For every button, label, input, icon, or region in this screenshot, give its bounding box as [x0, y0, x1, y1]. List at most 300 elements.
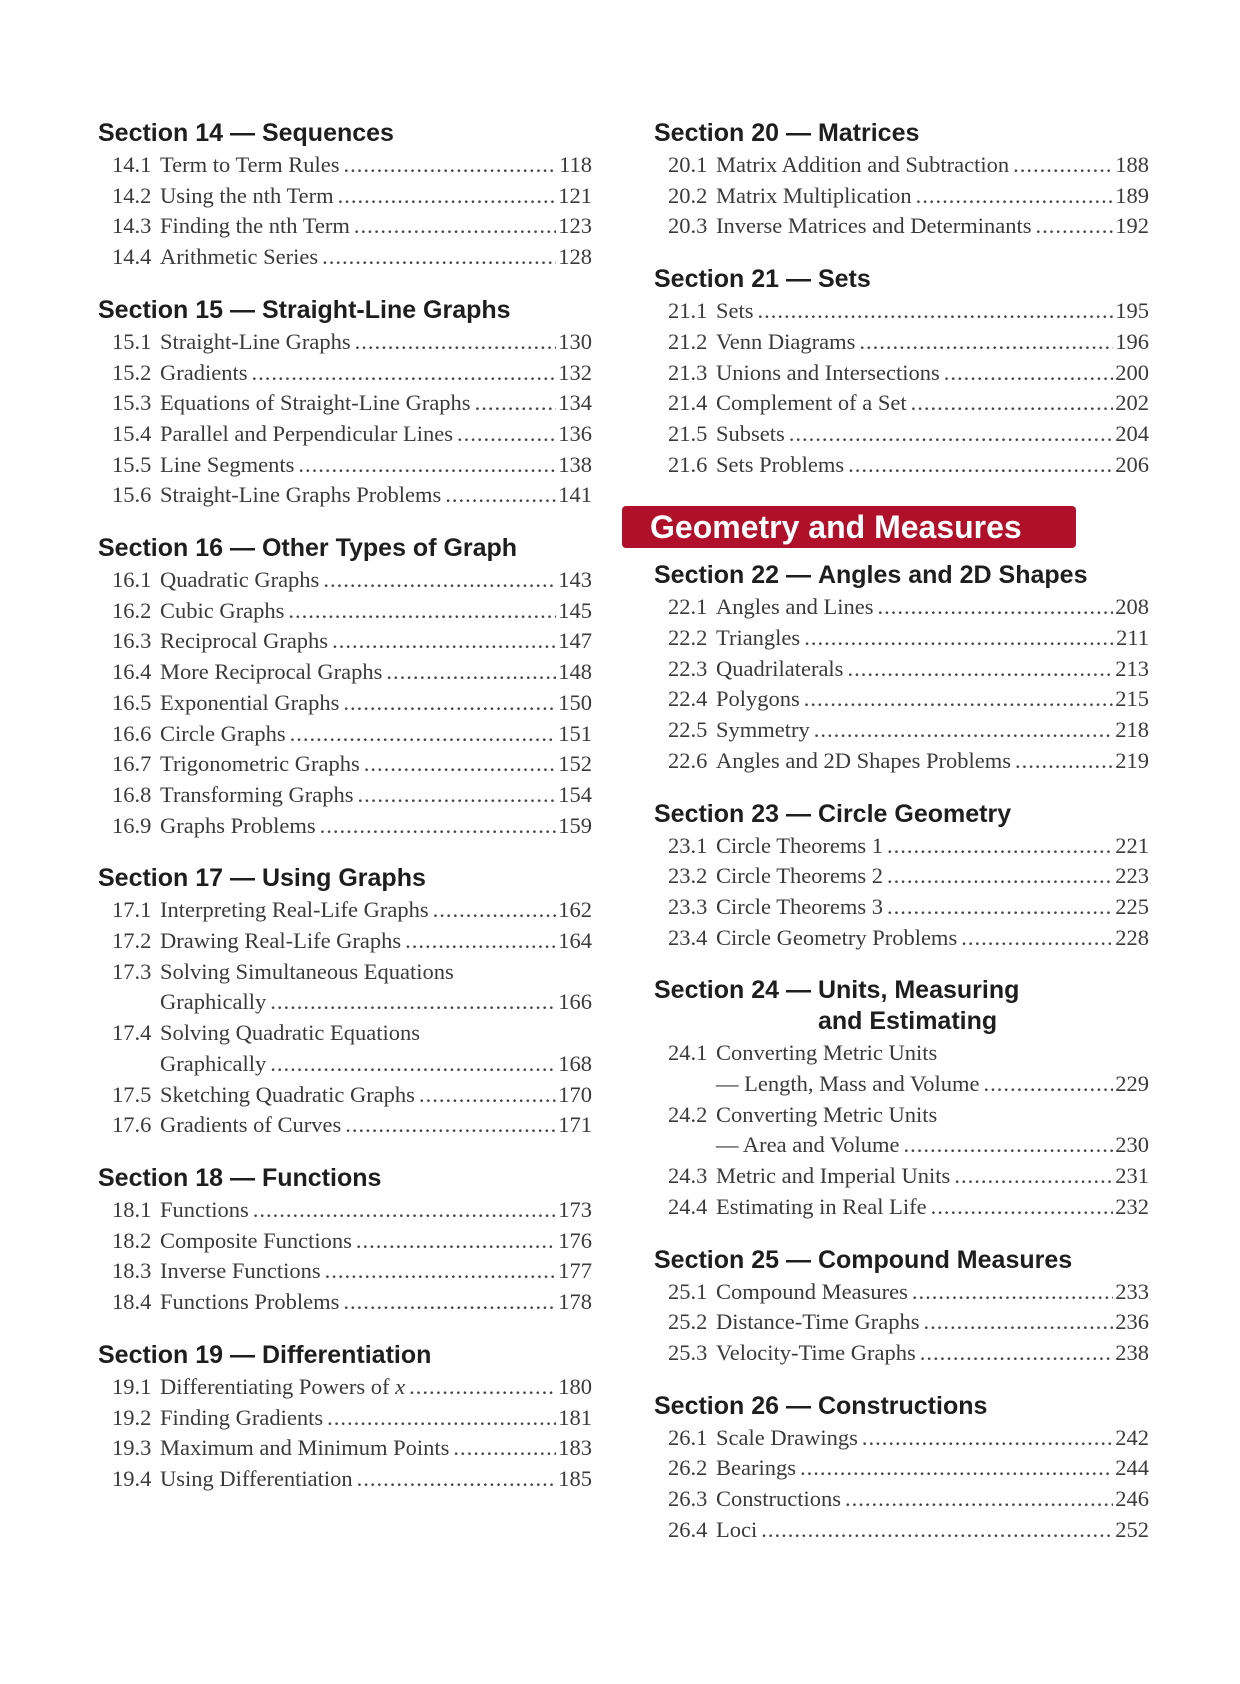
toc-entry[interactable]	[98, 388, 592, 419]
page-number: 159	[558, 812, 592, 838]
toc-entry[interactable]	[98, 895, 592, 926]
toc-entry[interactable]	[98, 565, 592, 596]
entry-title-line: Gradients of Curves	[160, 1112, 342, 1138]
entry-body	[160, 150, 592, 181]
entry-body	[160, 596, 592, 627]
page-number: 200	[1115, 359, 1149, 385]
toc-entry[interactable]	[98, 419, 592, 450]
entry-title-line: Exponential Graphs	[160, 689, 340, 715]
entry-leader-line	[716, 327, 1149, 358]
entry-leader-line	[160, 657, 592, 688]
toc-entry[interactable]	[98, 688, 592, 719]
entry-number: 21.2	[668, 328, 708, 354]
page-number: 147	[558, 628, 592, 654]
entry-body	[716, 1484, 1149, 1515]
toc-entry[interactable]	[98, 1110, 592, 1141]
entry-leader-line	[160, 242, 592, 273]
toc-right-bottom	[654, 560, 1149, 1545]
section-title	[818, 1391, 987, 1422]
toc-entry[interactable]	[654, 1192, 1149, 1223]
toc-entry[interactable]	[654, 419, 1149, 450]
toc-entry[interactable]	[98, 211, 592, 242]
entry-body	[716, 923, 1149, 954]
entry-number: 15.2	[112, 359, 152, 385]
page-number: 213	[1115, 655, 1149, 681]
section-heading	[654, 975, 1149, 1037]
entry-body	[160, 358, 592, 389]
toc-entry[interactable]	[98, 1080, 592, 1111]
entry-body	[716, 623, 1149, 654]
toc-entry[interactable]	[98, 719, 592, 750]
entry-title-line: Straight-Line Graphs Problems	[160, 482, 442, 508]
entry-number: 19.2	[112, 1404, 152, 1430]
section-heading	[654, 118, 1149, 149]
toc-entry[interactable]	[654, 1423, 1149, 1454]
toc-section	[98, 1340, 592, 1495]
entry-title-line: Matrix Addition and Subtraction	[716, 152, 1010, 177]
toc-entry[interactable]	[654, 623, 1149, 654]
entry-title-line: Inverse Matrices and Determinants	[716, 213, 1032, 239]
entry-body	[716, 684, 1149, 715]
entry-number: 25.3	[668, 1339, 708, 1365]
toc-entry[interactable]	[654, 654, 1149, 685]
page-number: 168	[558, 1050, 592, 1076]
toc-entry[interactable]	[654, 1307, 1149, 1338]
banner-title: Geometry and Measures	[650, 509, 1022, 546]
entry-leader-line	[716, 1453, 1149, 1484]
page-number: 177	[558, 1258, 592, 1284]
toc-section	[98, 1163, 592, 1318]
entry-number: 21.3	[668, 359, 708, 385]
entry-title-line: Distance-Time Graphs	[716, 1309, 920, 1335]
page-number: 238	[1115, 1339, 1149, 1365]
entry-number: 22.4	[668, 686, 708, 712]
toc-entry[interactable]	[98, 1433, 592, 1464]
entry-title-line: Constructions	[716, 1486, 842, 1512]
entry-title-line: Bearings	[716, 1455, 796, 1481]
entry-leader-line	[716, 450, 1149, 481]
entry-leader-line	[716, 715, 1149, 746]
toc-entry[interactable]	[98, 596, 592, 627]
entry-number: 22.3	[668, 655, 708, 681]
entry-leader-line	[716, 1277, 1149, 1308]
entry-number: 19.3	[112, 1435, 152, 1461]
toc-entry[interactable]	[98, 1372, 592, 1403]
entry-number: 26.2	[668, 1455, 708, 1481]
toc-entry[interactable]	[654, 715, 1149, 746]
toc-entry[interactable]	[654, 892, 1149, 923]
entry-number: 17.1	[112, 897, 152, 923]
entry-body	[160, 895, 592, 926]
entry-body	[160, 181, 592, 212]
entry-leader-line	[716, 1130, 1149, 1161]
toc-entry[interactable]	[654, 1453, 1149, 1484]
entry-leader-line	[716, 181, 1149, 212]
section-title	[818, 264, 871, 295]
dot-leader	[847, 654, 1113, 685]
page-number: 173	[558, 1196, 592, 1222]
entry-leader-line	[716, 654, 1149, 685]
page-number: 151	[558, 720, 592, 746]
entry-leader-line	[716, 1484, 1149, 1515]
toc-section	[654, 799, 1149, 954]
toc-entry[interactable]	[98, 1403, 592, 1434]
entry-body	[160, 1287, 592, 1318]
toc-entry[interactable]	[98, 358, 592, 389]
toc-entry[interactable]	[98, 1287, 592, 1318]
entry-title-line: Quadratic Graphs	[160, 567, 320, 593]
entry-body	[160, 1403, 592, 1434]
page-number: 219	[1115, 747, 1149, 773]
section-label: Section 26 —	[654, 1391, 818, 1420]
entry-leader-line	[716, 1515, 1149, 1546]
entry-body	[716, 1038, 1149, 1099]
dot-leader	[356, 1226, 556, 1257]
section-title	[262, 1340, 431, 1371]
dot-leader	[1015, 746, 1113, 777]
entry-leader-line	[716, 892, 1149, 923]
page-number: 242	[1115, 1424, 1149, 1450]
entry-title-line: Drawing Real-Life Graphs	[160, 928, 402, 954]
section-heading	[98, 118, 592, 149]
entry-body	[160, 565, 592, 596]
entry-title-line: Circle Theorems 1	[716, 832, 884, 858]
entry-body	[160, 957, 592, 1018]
dot-leader	[920, 1338, 1113, 1369]
geometry-measures-banner	[622, 506, 1076, 548]
entry-body	[716, 1423, 1149, 1454]
entry-number: 21.5	[668, 420, 708, 446]
entry-number: 17.3	[112, 958, 152, 984]
entry-title-line: Polygons	[716, 686, 800, 712]
toc-entry[interactable]	[654, 1484, 1149, 1515]
page-number: 162	[558, 897, 592, 923]
dot-leader	[944, 358, 1114, 389]
toc-entry[interactable]	[654, 1161, 1149, 1192]
entry-body	[716, 419, 1149, 450]
entry-title-line: Converting Metric Units	[716, 1101, 938, 1127]
entry-number: 20.1	[668, 152, 708, 177]
toc-entry[interactable]	[654, 1338, 1149, 1369]
page-number: 148	[558, 659, 592, 685]
section-title	[818, 1245, 1072, 1276]
entry-title-line: Circle Geometry Problems	[716, 924, 958, 950]
dot-leader	[887, 831, 1113, 862]
entry-leader-line	[160, 181, 592, 212]
dot-leader	[270, 987, 556, 1018]
toc-entry[interactable]	[654, 923, 1149, 954]
section-title-line: and Estimating	[817, 1007, 998, 1036]
toc-entry[interactable]	[98, 242, 592, 273]
entry-body	[716, 1453, 1149, 1484]
entry-number: 21.4	[668, 390, 708, 416]
page-number: 181	[558, 1404, 592, 1430]
section-heading	[98, 295, 592, 326]
entry-title-line: Symmetry	[716, 717, 810, 743]
dot-leader	[1013, 150, 1113, 181]
toc-entry[interactable]	[654, 1277, 1149, 1308]
entry-title-line: Metric and Imperial Units	[716, 1163, 951, 1189]
entry-number: 22.2	[668, 625, 708, 651]
toc-entry[interactable]	[654, 181, 1149, 212]
entry-number: 22.6	[668, 747, 708, 773]
dot-leader	[405, 926, 556, 957]
entry-leader-line	[160, 1049, 592, 1080]
section-heading	[98, 533, 592, 564]
dot-leader	[961, 923, 1113, 954]
page-number: 246	[1115, 1486, 1149, 1512]
page-number: 136	[558, 420, 592, 446]
toc-entry[interactable]	[654, 684, 1149, 715]
dot-leader	[761, 1515, 1113, 1546]
page-number: 202	[1115, 390, 1149, 416]
entry-number: 14.2	[112, 182, 152, 208]
entry-title-line: More Reciprocal Graphs	[160, 659, 383, 685]
entry-leader-line	[160, 1256, 592, 1287]
dot-leader	[800, 1453, 1113, 1484]
section-label: Section 24 —	[654, 976, 818, 1005]
section-title-line: Sets	[817, 265, 871, 294]
section-label: Section 21 —	[654, 265, 818, 294]
entry-leader-line	[716, 388, 1149, 419]
toc-section	[98, 863, 592, 1141]
entry-leader-line	[160, 211, 592, 242]
entry-number: 17.6	[112, 1112, 152, 1138]
toc-entry[interactable]	[98, 150, 592, 181]
entry-title-line: Sets	[716, 298, 754, 324]
section-label: Section 25 —	[654, 1245, 818, 1274]
dot-leader	[859, 327, 1113, 358]
page-number: 244	[1115, 1455, 1149, 1481]
toc-entry[interactable]	[654, 450, 1149, 481]
entry-body	[160, 811, 592, 842]
entry-leader-line	[716, 358, 1149, 389]
toc-entry[interactable]	[98, 1018, 592, 1079]
entry-title-line: Angles and Lines	[716, 594, 874, 620]
entry-number: 17.4	[112, 1020, 152, 1046]
entry-body	[160, 211, 592, 242]
toc-entry[interactable]	[654, 1100, 1149, 1161]
page-number: 188	[1115, 152, 1149, 177]
dot-leader	[1036, 211, 1114, 242]
dot-leader	[325, 1256, 557, 1287]
toc-section	[654, 264, 1149, 480]
dot-leader	[814, 715, 1114, 746]
toc-entry[interactable]	[98, 327, 592, 358]
page-number: 152	[558, 751, 592, 777]
page-number: 229	[1115, 1071, 1149, 1097]
entry-title-line: Velocity-Time Graphs	[716, 1339, 916, 1365]
toc-section	[654, 560, 1149, 776]
toc-entry[interactable]	[98, 926, 592, 957]
entry-leader-line	[716, 923, 1149, 954]
toc-section	[98, 118, 592, 273]
entry-leader-line	[716, 1192, 1149, 1223]
entry-leader-line	[160, 1080, 592, 1111]
dot-leader	[887, 861, 1113, 892]
entry-number: 16.2	[112, 597, 152, 623]
toc-entry[interactable]	[98, 811, 592, 842]
toc-entry[interactable]	[654, 746, 1149, 777]
dot-leader	[848, 450, 1113, 481]
entry-leader-line	[160, 358, 592, 389]
dot-leader	[475, 388, 557, 419]
toc-entry[interactable]	[654, 1515, 1149, 1546]
entry-title-line: — Length, Mass and Volume	[716, 1071, 980, 1097]
entry-leader-line	[716, 150, 1149, 181]
page-number: 185	[558, 1465, 592, 1491]
entry-title-line: Line Segments	[160, 451, 295, 477]
entry-number: 17.2	[112, 928, 152, 954]
toc-entry[interactable]	[654, 358, 1149, 389]
entry-body	[160, 1464, 592, 1495]
entry-title-line: Quadrilaterals	[716, 655, 844, 681]
toc-section	[654, 1245, 1149, 1369]
page-number: 166	[558, 989, 592, 1015]
entry-title-line: Finding the nth Term	[160, 213, 350, 239]
entry-number: 16.5	[112, 689, 152, 715]
toc-entry[interactable]	[654, 1038, 1149, 1099]
dot-leader	[804, 623, 1114, 654]
toc-entry[interactable]	[654, 831, 1149, 862]
dot-leader	[323, 565, 556, 596]
toc-entry[interactable]	[654, 211, 1149, 242]
entry-title-line: Estimating in Real Life	[716, 1193, 927, 1219]
section-label: Section 18 —	[98, 1163, 262, 1192]
entry-body	[160, 1226, 592, 1257]
page-number: 231	[1115, 1163, 1149, 1189]
page-number: 143	[558, 567, 592, 593]
dot-leader	[862, 1423, 1113, 1454]
page-number: 123	[558, 213, 592, 239]
toc-entry[interactable]	[654, 327, 1149, 358]
entry-number: 23.3	[668, 893, 708, 919]
entry-body	[160, 1080, 592, 1111]
entry-number: 14.1	[112, 152, 152, 177]
entry-leader-line	[160, 1110, 592, 1141]
dot-leader	[911, 388, 1114, 419]
entry-title-line: Differentiating Powers of x	[160, 1373, 406, 1399]
entry-leader-line	[160, 150, 592, 181]
page-number: 150	[558, 689, 592, 715]
entry-title-line: Using the nth Term	[160, 182, 334, 208]
dot-leader	[931, 1192, 1114, 1223]
entry-title-line: Term to Term Rules	[160, 152, 340, 177]
toc-entry[interactable]	[98, 1195, 592, 1226]
dot-leader	[320, 811, 557, 842]
entry-leader-line	[716, 861, 1149, 892]
toc-entry[interactable]	[98, 780, 592, 811]
entry-body	[160, 1110, 592, 1141]
entry-title-line: Straight-Line Graphs	[160, 328, 351, 354]
page-number: 230	[1115, 1132, 1149, 1158]
dot-leader	[270, 1049, 556, 1080]
toc-entry[interactable]	[98, 181, 592, 212]
entry-title-line: Maximum and Minimum Points	[160, 1435, 450, 1461]
entry-title-line: Subsets	[716, 420, 785, 446]
page-number: 225	[1115, 893, 1149, 919]
toc-entry[interactable]	[98, 749, 592, 780]
dot-leader	[453, 1433, 556, 1464]
entry-body	[716, 1100, 1149, 1161]
page-number: 192	[1115, 213, 1149, 239]
entry-number: 24.4	[668, 1193, 708, 1219]
section-title	[818, 799, 1011, 830]
toc-entry[interactable]	[98, 657, 592, 688]
entry-title-line: Circle Theorems 3	[716, 893, 884, 919]
entry-leader-line	[160, 1195, 592, 1226]
entry-body	[716, 1307, 1149, 1338]
entry-title-line: Loci	[716, 1516, 758, 1542]
entry-title-line: Solving Simultaneous Equations	[160, 958, 454, 984]
entry-body	[716, 327, 1149, 358]
entry-body	[716, 861, 1149, 892]
toc-entry[interactable]	[98, 480, 592, 511]
entry-number: 24.2	[668, 1101, 708, 1127]
entry-leader-line	[716, 296, 1149, 327]
entry-leader-line	[160, 480, 592, 511]
entry-number: 15.4	[112, 420, 152, 446]
page-number: 208	[1115, 594, 1149, 620]
entry-body	[716, 715, 1149, 746]
entry-number: 22.5	[668, 717, 708, 743]
toc-entry[interactable]	[98, 1226, 592, 1257]
entry-title-line: Finding Gradients	[160, 1404, 324, 1430]
entry-leader-line	[716, 592, 1149, 623]
dot-leader	[433, 895, 557, 926]
toc-entry[interactable]	[98, 1256, 592, 1287]
toc-entry[interactable]	[98, 450, 592, 481]
entry-body	[716, 592, 1149, 623]
toc-entry[interactable]	[654, 150, 1149, 181]
section-title-line: Constructions	[817, 1391, 988, 1420]
section-heading	[654, 264, 1149, 295]
section-heading	[98, 1163, 592, 1194]
entry-number: 15.5	[112, 451, 152, 477]
page-number: 171	[558, 1112, 592, 1138]
entry-body	[160, 1433, 592, 1464]
entry-leader-line	[160, 811, 592, 842]
entry-number: 16.1	[112, 567, 152, 593]
entry-number: 15.6	[112, 482, 152, 508]
entry-leader-line	[160, 388, 592, 419]
section-title-line: Circle Geometry	[817, 799, 1012, 828]
entry-number: 19.4	[112, 1465, 152, 1491]
toc-entry[interactable]	[98, 626, 592, 657]
page-number: 221	[1115, 832, 1149, 858]
toc-entry[interactable]	[98, 957, 592, 1018]
entry-title-line: Gradients	[160, 359, 248, 385]
entry-leader-line	[716, 1338, 1149, 1369]
page-number: 236	[1115, 1309, 1149, 1335]
dot-leader	[358, 780, 557, 811]
page-number: 206	[1115, 451, 1149, 477]
dot-leader	[419, 1080, 556, 1111]
entry-title-line: Solving Quadratic Equations	[160, 1020, 420, 1046]
toc-entry[interactable]	[654, 592, 1149, 623]
page-number: 134	[558, 390, 592, 416]
toc-entry[interactable]	[654, 388, 1149, 419]
page-number: 189	[1115, 182, 1149, 208]
toc-entry[interactable]	[654, 296, 1149, 327]
entry-number: 21.6	[668, 451, 708, 477]
entry-leader-line	[716, 831, 1149, 862]
page-number: 233	[1115, 1278, 1149, 1304]
toc-entry[interactable]	[654, 861, 1149, 892]
entry-title-line: Scale Drawings	[716, 1424, 858, 1450]
section-label: Section 15 —	[98, 295, 262, 324]
toc-entry[interactable]	[98, 1464, 592, 1495]
